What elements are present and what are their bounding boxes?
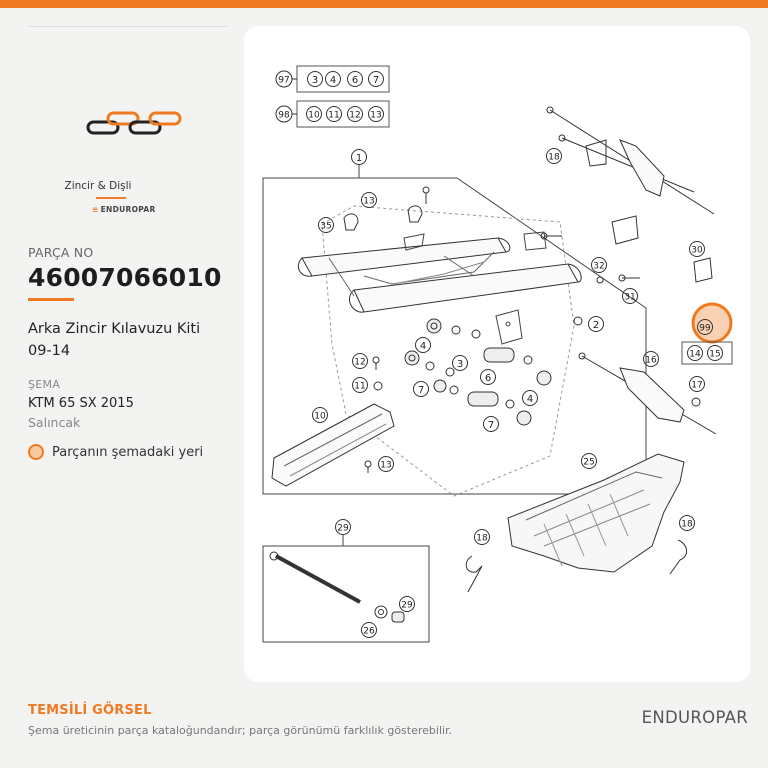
kit-99-group — [682, 304, 732, 364]
callout-4-b: 4 — [526, 394, 534, 405]
part-name: Arka Zincir Kılavuzu Kiti 09-14 — [28, 321, 201, 359]
category-underline — [96, 197, 126, 199]
callout-18-right: 18 — [681, 519, 693, 530]
chain-logo-icon — [86, 110, 182, 144]
callout-14-kit: 14 — [689, 349, 701, 360]
callout-11: 11 — [354, 381, 366, 392]
footer-brand: ENDUROPAR — [641, 708, 748, 727]
callout-98: 98 — [278, 110, 290, 121]
brand-small-label: ENDUROPAR — [100, 205, 156, 214]
callout-7-b: 7 — [487, 420, 495, 431]
swingarm-group — [263, 150, 646, 497]
callout-15: 17 — [691, 380, 703, 391]
callout-26: 26 — [363, 626, 375, 637]
callout-12: 12 — [354, 357, 366, 368]
part-number: 46007066010 — [28, 263, 222, 292]
highlight-marker-icon — [28, 444, 44, 460]
callout-4-a: 4 — [419, 341, 427, 352]
part-no-label: PARÇA NO — [28, 245, 94, 260]
callout-3-a: 3 — [456, 359, 464, 370]
diagram-card — [244, 26, 750, 682]
callout-35: 35 — [320, 221, 332, 232]
legend — [28, 444, 203, 460]
callout-1: 1 — [355, 153, 363, 164]
callout-7-a: 7 — [417, 385, 425, 396]
callout-2: 2 — [592, 320, 600, 331]
parts-diagram — [244, 26, 750, 682]
legend-text: Parçanın şemadaki yeri — [52, 444, 204, 460]
axle-group — [263, 520, 429, 643]
brand-mark — [92, 205, 156, 214]
callout-13-bottom: 13 — [380, 460, 392, 471]
callout-10: 10 — [308, 110, 320, 121]
callout-12: 12 — [349, 110, 361, 121]
callout-99: 99 — [699, 323, 711, 334]
callout-6: 6 — [351, 75, 359, 86]
top-accent-bar — [0, 0, 768, 8]
callout-13-top: 13 — [363, 196, 375, 207]
callout-4: 4 — [329, 75, 337, 86]
upper-guide-group — [547, 107, 715, 282]
callout-29: 29 — [401, 600, 413, 611]
callout-3: 3 — [311, 75, 319, 86]
callout-18-left: 18 — [476, 533, 488, 544]
footer-title: TEMSİLİ GÖRSEL — [28, 703, 152, 718]
callout-16: 18 — [548, 152, 560, 163]
callout-6-a: 6 — [484, 373, 492, 384]
footer-note: Şema üreticinin parça kataloğundandır; parça görünümü farklılık gösterebilir. — [28, 724, 453, 737]
callout-15-kit: 15 — [709, 349, 721, 360]
callout-32: 32 — [593, 261, 605, 272]
callout-25: 29 — [337, 523, 349, 534]
kit-box-98 — [276, 101, 389, 127]
category-label: Zincir & Dişli — [64, 180, 132, 192]
callout-13: 13 — [370, 110, 382, 121]
section-name: Salıncak — [28, 415, 81, 430]
callout-11: 11 — [328, 110, 340, 121]
sidebar-divider — [28, 26, 228, 27]
kit-box-97 — [276, 66, 389, 92]
brand-mark-icon: ≡ — [92, 205, 99, 214]
callout-10: 10 — [314, 411, 326, 422]
callout-14: 16 — [645, 355, 657, 366]
chain-guard-group — [466, 454, 694, 593]
callout-31: 31 — [624, 292, 636, 303]
schema-label: ŞEMA — [28, 378, 61, 391]
callout-97: 97 — [278, 75, 290, 86]
part-no-underline — [28, 298, 74, 301]
callout-30: 30 — [691, 245, 703, 256]
model-name: KTM 65 SX 2015 — [28, 396, 134, 411]
callout-17: 25 — [583, 457, 595, 468]
callout-7: 7 — [372, 75, 380, 86]
